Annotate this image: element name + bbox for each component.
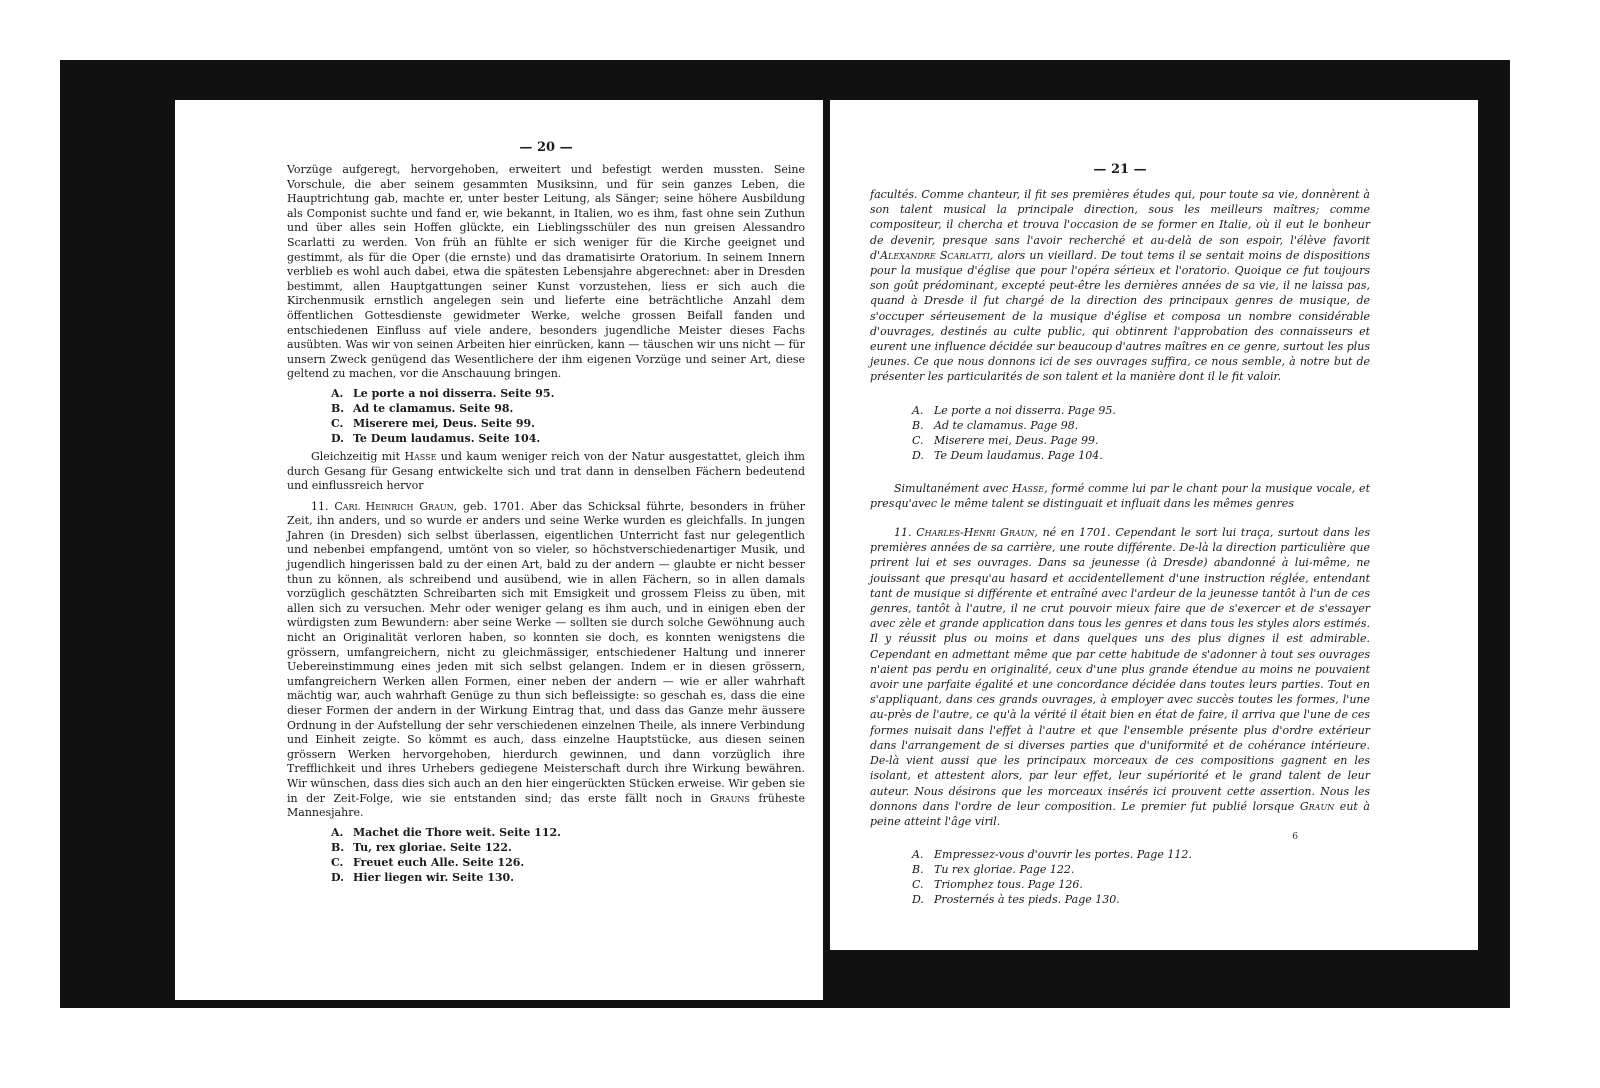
list-item: C. Miserere mei, Deus. Page 99. xyxy=(912,433,1099,447)
list-item: B. Ad te clamamus. Page 98. xyxy=(912,418,1079,432)
list-item: D. Prosternés à tes pieds. Page 130. xyxy=(912,893,1120,907)
paragraph: facultés. Comme chanteur, il fit ses premières études qui, pour toute sa vie, donnèrent à son talent musical la principale direction, sous les meilleurs maîtres; comme compositeur, il chercha et trouva l'occasion de se former en Italie, où il eut le bonheur de devenir, presque sans l'avoir recherché et au-delà de son espoir, l'élève favorit d'Alexandre Scarlatti, alors un vieillard. De tout tems il se sentait moins de dispositions pour la musique d'église que pour l'opéra sérieux et l'oratorio. Quoique ce fut toujours son goût prédominant, excepté peut-être les dernières années de sa vie, il ne laissa pas, quand à Dresde il fut chargé de la direction des principaux genres de musique, de s'occuper sérieusement de la musique d'église et composa un nombre considérable d'ouvrages, destinés au culte public, qui obtinrent l'approbation des connaisseurs et eurent une influence décidée sur beaucoup d'autres maîtres en ce genre, surtout les plus jeunes. Ce que nous donnons ici de ses ouvrages suffira, ce nous semble, à notre but de présenter les particularités de son talent et la manière dont il le fit valoir. xyxy=(870,188,1370,384)
list-item: A. Empressez-vous d'ouvrir les portes. Page 112. xyxy=(912,848,1192,862)
list-item: A. Le porte a noi disserra. Seite 95. xyxy=(331,386,555,400)
paragraph: 11. Carl Heinrich Graun, geb. 1701. Aber das Schicksal führte, besonders in früher Zeit, ihn anders, und so wurde er anders und seine Werke wurden es gleichfalls. In jungen Jahren (in Dresden) sich selbst überlassen, eigentlichen Unterricht fast nur gelegentlich und nebenbei empfangend, umtönt von so vieler, so höchstverschiedenartiger Musik, und jugendlich hingerissen bald zu der einen Art, bald zu der andern — glaubte er nicht besser thun zu können, als schreibend und ausübend, wie in allen Fächern, so in allen damals vorzüglich geschätzten Schreibarten sich mit Emsigkeit und grossem Fleiss zu üben, mit allen sich zu versuchen. Mehr oder weniger gelang es ihm auch, und in einigen eben der würdigsten zum Bewundern: aber seine Werke — sollten sie durch solche Gewöhnung auch nicht an Originalität verloren haben, so konnten sie doch, es konnten wenigstens die grössern, umfangreichern, nicht zu gleichmässiger, entschiedener Haltung und innerer Uebereinstimmung eines jeden mit sich selbst gelangen. Indem er in diesen grössern, umfangreichern Werken allen Formen, einer neben der andern — wie er aller wahrhaft mächtig war, auch wahrhaft Genüge zu thun sich befleissigte: so geschah es, dass die eine dieser Formen der andern in der Wirkung Eintrag that, und dass das Ganze mehr äussere Ordnung in der Aufstellung der sehr verschiedenen einzelnen Theile, als innere Verbindung und Einheit zeigte. So kömmt es auch, dass einzelne Hauptstücke, aus diesen seinen grössern Werken hervorgehoben, hierdurch gewinnen, und dann vorzüglich ihre Trefflichkeit und ihres Urhebers gediegene Meisterschaft durch ihre Wirkung bewähren. Wir wünschen, dass dies sich auch an den hier eingerückten Stücken erweise. Wir geben sie in der Zeit-Folge, wie sie entstanden sind; das erste fällt noch in Grauns früheste Mannesjahre. xyxy=(287,499,806,820)
list-item: B. Tu rex gloriae. Page 122. xyxy=(912,863,1075,877)
list-item: A. Le porte a noi disserra. Page 95. xyxy=(912,403,1116,417)
paragraph: Simultanément avec Hasse, formé comme lui par le chant pour la musique vocale, et presqu'avec le même talent se distinguait et influait dans les mêmes genres xyxy=(870,481,1370,510)
left-page xyxy=(175,100,823,1000)
paragraph: 11. Charles-Henri Graun, né en 1701. Cependant le sort lui traça, surtout dans les premières années de sa carrière, une route différente. De-là la direction particulière que prirent lui et ses ouvrages. Dans sa jeunesse (à Dresde) abandonné à lui-même, ne jouissant que presqu'au hasard et accidentellement d'une instruction réglée, entendant tant de musique si différente et entraîné avec l'ardeur de la jeunesse tantôt à l'un de ces genres, tantôt à l'autre, il ne crut pouvoir mieux faire que de s'exercer et de s'essayer avec zèle et grande application dans tous les genres et dans tous les styles alors estimés. Il y réussit plus ou moins et dans quelques uns des plus dignes il est admirable. Cependant en admettant même que par cette habitude de s'adonner à tout ses ouvrages n'aient pas perdu en originalité, ceux d'une plus grande étendue au moins ne pouvaient avoir une parfaite égalité et une concordance décidée dans toutes leurs parties. Tout en s'appliquant, dans ces grands ouvrages, à employer avec succès toutes les formes, l'une au-près de l'autre, ce qu'à la vérité il était bien en état de faire, il arriva que l'une de ces formes nuisait dans l'effet à l'autre et que l'ensemble présente plus d'ordre extérieur dans l'arrangement de si diverses parties que d'uniformité et de cohérance intérieure. De-là vient aussi que les principaux morceaux de ces compositions gagnent en les isolant, et attestent alors, par leur effet, leur supériorité et le grand talent de leur auteur. Nous désirons que les morceaux insérés ici prouvent cette assertion. Nous les donnons dans l'ordre de leur composition. Le premier fut publié lorsque Graun eut à peine atteint l'âge viril. xyxy=(870,526,1370,828)
page-number: — 21 — xyxy=(1093,162,1147,177)
work-list xyxy=(331,386,805,446)
paragraph: Vorzüge aufgeregt, hervorgehoben, erweitert und befestigt werden mussten. Seine Vorschule, die aber seinem gesammten Musiksinn, und für sein ganzes Leben, die Hauptrichtung gab, machte er, unter bester Leitung, als Sänger; seine höhere Ausbildung als Componist suchte und fand er, wie bekannt, in Italien, wo es ihm, fast ohne sein Zuthun und über alles sein Hoffen glückte, ein Lieblingsschüler des nun greisen Alessandro Scarlatti zu werden. Von früh an fühlte er sich weniger für die Kirche geeignet und gestimmt, als für die Oper (die ernste) und das dramatisirte Oratorium. In seinem Innern verblieb es wohl auch dabei, etwa die spätesten Lebensjahre abgerechnet: aber in Dresden bestimmt, allen Hauptgattungen seiner Kunst vorzustehen, liess er sich auch die Kirchenmusik ernstlich angelegen sein und lieferte eine beträchtliche Anzahl dem öffentlichen Gottesdienste gewidmeter Werke, welche grossen Beifall fanden und entschiedenen Einfluss auf viele andere, besonders jugendliche Meister dieses Fachs ausübten. Was wir von seinen Arbeiten hier einrücken, kann — täuschen wir uns nicht — für unsern Zweck genügend das Wesentlichere der ihm eigenen Vorzüge und seiner Art, diese geltend zu machen, vor die Anschauung bringen. xyxy=(287,163,805,381)
paragraph: Gleichzeitig mit Hasse und kaum weniger reich von der Natur ausgestattet, gleich ihm durch Gesang für Gesang entwickelte sich und trat dann in denselben Fächern bedeutend und einflussreich hervor xyxy=(287,449,805,493)
list-item: B. Ad te clamamus. Seite 98. xyxy=(331,401,514,415)
list-item: C. Triomphez tous. Page 126. xyxy=(912,878,1083,892)
list-item: D. Te Deum laudamus. Page 104. xyxy=(912,448,1103,462)
list-item: B. Tu, rex gloriae. Seite 122. xyxy=(331,840,512,854)
list-item: C. Miserere mei, Deus. Seite 99. xyxy=(331,416,535,430)
list-item: A. Machet die Thore weit. Seite 112. xyxy=(331,825,561,839)
right-page xyxy=(830,100,1478,950)
work-list xyxy=(912,847,1370,907)
page-number: — 20 — xyxy=(519,140,573,155)
list-item: C. Freuet euch Alle. Seite 126. xyxy=(331,855,525,869)
list-item: D. Te Deum laudamus. Seite 104. xyxy=(331,431,541,445)
work-list xyxy=(912,403,1370,463)
signature-mark: 6 xyxy=(1292,832,1298,842)
list-item: D. Hier liegen wir. Seite 130. xyxy=(331,870,514,884)
work-list xyxy=(331,825,805,885)
